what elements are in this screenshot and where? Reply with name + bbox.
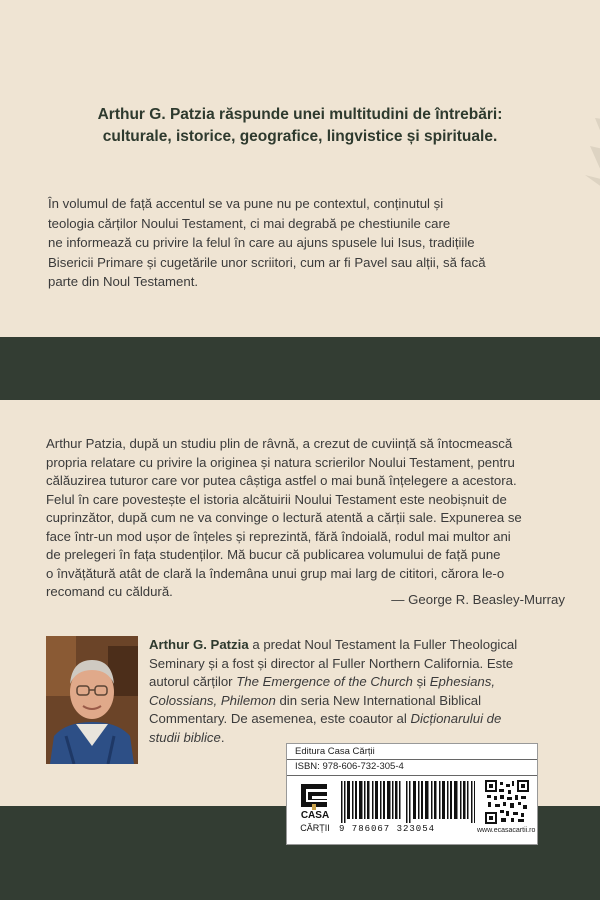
headline-line-1: Arthur G. Patzia răspunde unei multitudini de întrebări:: [97, 106, 503, 123]
endorsement-attribution: — George R. Beasley-Murray: [391, 592, 565, 607]
headline: [40, 104, 560, 148]
top-cream-section: [0, 0, 600, 337]
intro-paragraph: [48, 194, 560, 292]
intro-line: teologia cărților Noului Testament, ci mai degrabă pe chestiunile care: [48, 215, 451, 231]
qr-code-icon: [485, 780, 529, 824]
barcode-digits: 9 786067 323054: [339, 824, 436, 834]
bio-line: studii biblice.: [149, 729, 225, 745]
logo-word-cartii: CĂRȚII: [300, 823, 330, 833]
bio-line: Colossians, Philemon din seria New International Biblical: [149, 692, 482, 708]
author-name: Arthur G. Patzia: [149, 637, 249, 652]
endorsement-line: o învățătură atât de clară la îndemâna unui grup mai larg de cititori, cărora le-o: [46, 565, 505, 581]
bio-line: Commentary. De asemenea, este coautor al Dicționarului de: [149, 711, 502, 726]
logo-word-casa: CASA: [300, 810, 330, 821]
intro-line: Bisericii Primare și cugetările unor scriitori, cum ar fi Pavel sau alții, să facă: [48, 254, 486, 270]
bio-line: Seminary și a fost și director al Fuller Northern California. Este: [149, 655, 514, 671]
publisher-name: Editura Casa Cărții: [295, 746, 375, 757]
endorsement-line: propria relatare cu privire la originea și natura scrierilor Noului Testament, pentru: [46, 454, 515, 470]
divider: [287, 759, 537, 760]
endorsement-line: Felul în care povestește el istoria alcătuirii Noului Testament este neobișnuit de: [46, 491, 507, 507]
author-bio: [149, 636, 565, 747]
author-photo: [46, 636, 138, 764]
intro-line: În volumul de față accentul se va pune nu pe contextul, conținutul și: [48, 196, 444, 211]
author-portrait-image: [46, 636, 138, 764]
intro-line: parte din Noul Testament.: [48, 274, 199, 289]
endorsement-line: călăuzirea tuturor care vor putea câștiga astfel o mai bună înțelegere a acestora.: [46, 473, 517, 488]
endorsement-line: face într-un mod ușor de înțeles și reprezintă, fără îndoială, rodul mai multor ani: [46, 528, 511, 544]
endorsement-line: recomand cu căldură.: [46, 584, 173, 599]
publisher-website: www.ecasacartii.ro: [477, 827, 536, 834]
bio-line: autorul cărților The Emergence of the Church și Ephesians,: [149, 674, 496, 689]
intro-line: ne informează cu privire la felul în care au ajuns spusele lui Isus, tradițiile: [48, 235, 475, 250]
barcode-bars: [341, 781, 475, 823]
endorsement-line: de prelegeri în fața studenților. Mă bucur că publicarea volumului de față pune: [46, 547, 501, 562]
endorsement-line: cuprinzător, după cum ne va convinge o lectură atentă a cărții sale. Expunerea se: [46, 510, 522, 525]
isbn-text: ISBN: 978-606-732-305-4: [295, 761, 404, 772]
divider: [287, 775, 537, 776]
tree-illustration: [560, 80, 600, 200]
endorsement-line: Arthur Patzia, după un studiu plin de râvnă, a crezut de cuviință să întocmească: [46, 436, 513, 451]
barcode-label: [286, 743, 538, 845]
headline-line-2: culturale, istorice, geografice, lingvistice și spirituale.: [102, 128, 498, 145]
endorsement-quote: [46, 435, 564, 602]
green-divider-band: [0, 337, 600, 400]
bio-line: Arthur G. Patzia a predat Noul Testament la Fuller Theological: [149, 637, 518, 652]
